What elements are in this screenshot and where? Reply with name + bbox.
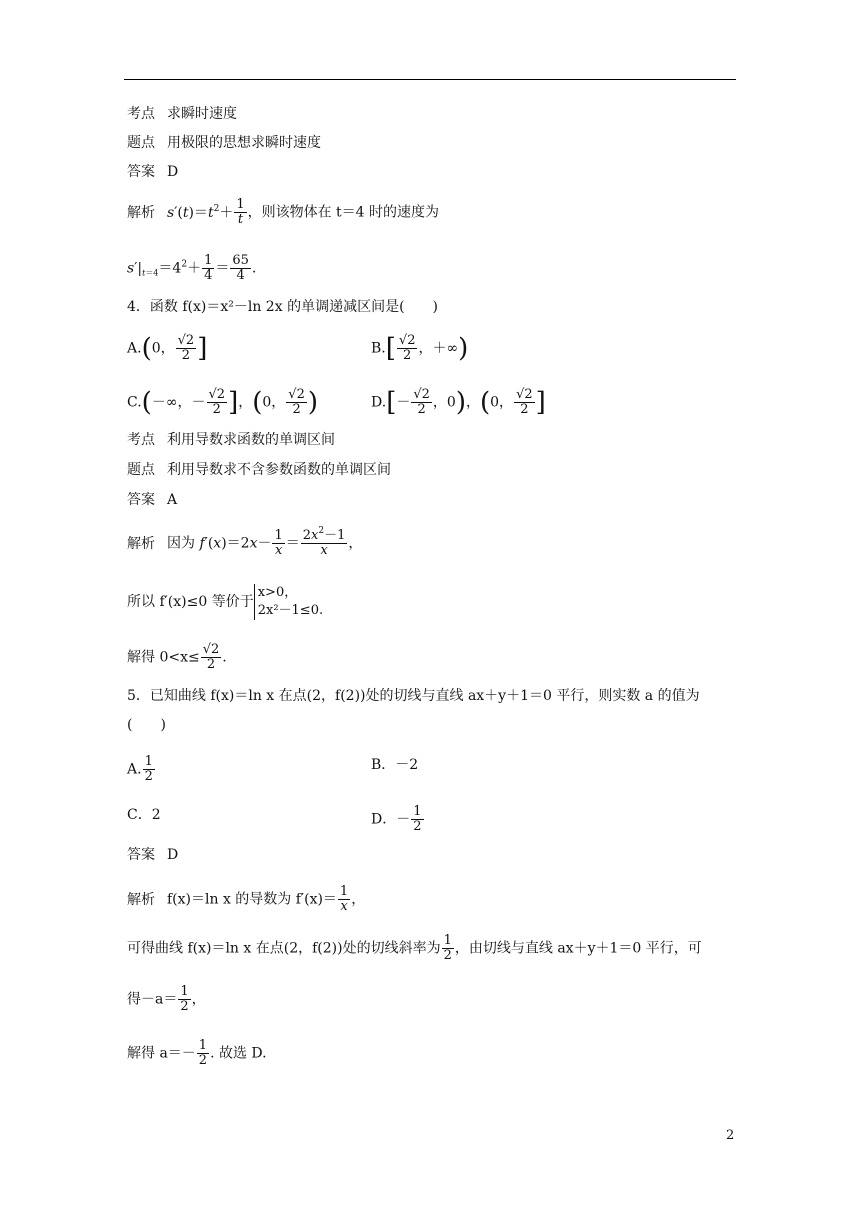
header-rule bbox=[124, 79, 736, 80]
q4-kaodian: 考点 利用导数求函数的单调区间 bbox=[127, 432, 335, 448]
page-number: 2 bbox=[726, 1128, 735, 1143]
q4-answer: 答案 A bbox=[127, 492, 178, 508]
q4-analysis-line1: 解析 因为 f′(x)＝2x－ $\frac{1}{x}$ ＝ $\frac{2x^2-1}{x}$ ， bbox=[127, 526, 363, 558]
q4-stem: 4．函数 f(x)＝x²－ln 2x 的单调递减区间是( ) bbox=[127, 299, 438, 315]
q5-option-b: B．－2 bbox=[371, 757, 419, 773]
q5-analysis-line1: 解析 f(x)＝ln x 的导数为 f′(x)＝ $\frac{1}{x}$ ， bbox=[127, 884, 366, 914]
q5-solution: 解得 a＝－ $\frac{1}{2}$ . 故选 D. bbox=[127, 1038, 267, 1068]
q5-answer: 答案 D bbox=[127, 847, 179, 863]
q4-option-b: B.[ $\frac{√2}{2}$ ，＋∞) bbox=[371, 333, 469, 364]
q4-option-c: C.(－∞，－ $\frac{√2}{2}$ ]，(0， $\frac{√2}{2}$ ) bbox=[127, 387, 319, 418]
q3-tidian: 题点 用极限的思想求瞬时速度 bbox=[127, 135, 321, 151]
q3-analysis-line2: $s'|_{t=4}=4^2+$ $\frac{1}{4}$ ＝ $\frac{65}{4}$ . bbox=[127, 253, 257, 283]
q5-analysis-line2: 可得曲线 f(x)＝ln x 在点(2，f(2))处的切线斜率为 $\frac{1}{2}$ ，由切线与直线 ax＋y＋1＝0 平行，可 bbox=[127, 933, 702, 963]
q5-option-a: A. $\frac{1}{2}$ bbox=[127, 754, 153, 784]
q4-condition-brace: x>0， 2x²－1≤0. bbox=[254, 584, 323, 620]
q5-option-c: C．2 bbox=[127, 807, 161, 823]
q3-answer: 答案 D bbox=[127, 164, 179, 180]
q4-option-a: A.(0， $\frac{√2}{2}$ ] bbox=[127, 333, 208, 364]
q5-analysis-line3: 得－a＝ $\frac{1}{2}$ ， bbox=[127, 984, 206, 1014]
q5-option-d: D．－ $\frac{1}{2}$ bbox=[371, 804, 422, 834]
q5-stem-line1: 5．已知曲线 f(x)＝ln x 在点(2，f(2))处的切线与直线 ax＋y＋1＝0 平行，则实数 a 的值为 bbox=[127, 688, 700, 704]
q4-option-d: D.[－ $\frac{√2}{2}$ ，0)，(0， $\frac{√2}{2}$ ] bbox=[371, 387, 546, 418]
q4-solution: 解得 0<x≤ $\frac{√2}{2}$ . bbox=[127, 642, 227, 672]
q3-formula: $s'(t)=t^2+$ $\frac{1}{t}$ bbox=[167, 197, 245, 227]
q4-analysis-line2: 所以 f′(x)≤0 等价于 x>0， 2x²－1≤0. bbox=[127, 585, 324, 618]
q3-analysis-line1: 解析 $s'(t)=t^2+$ $\frac{1}{t}$ ，则该物体在 t＝4 时的速度为 bbox=[127, 197, 440, 227]
q4-tidian: 题点 利用导数求不含参数函数的单调区间 bbox=[127, 462, 391, 478]
q5-stem-line2: ( ) bbox=[127, 717, 166, 733]
q3-kaodian: 考点 求瞬时速度 bbox=[127, 106, 237, 122]
